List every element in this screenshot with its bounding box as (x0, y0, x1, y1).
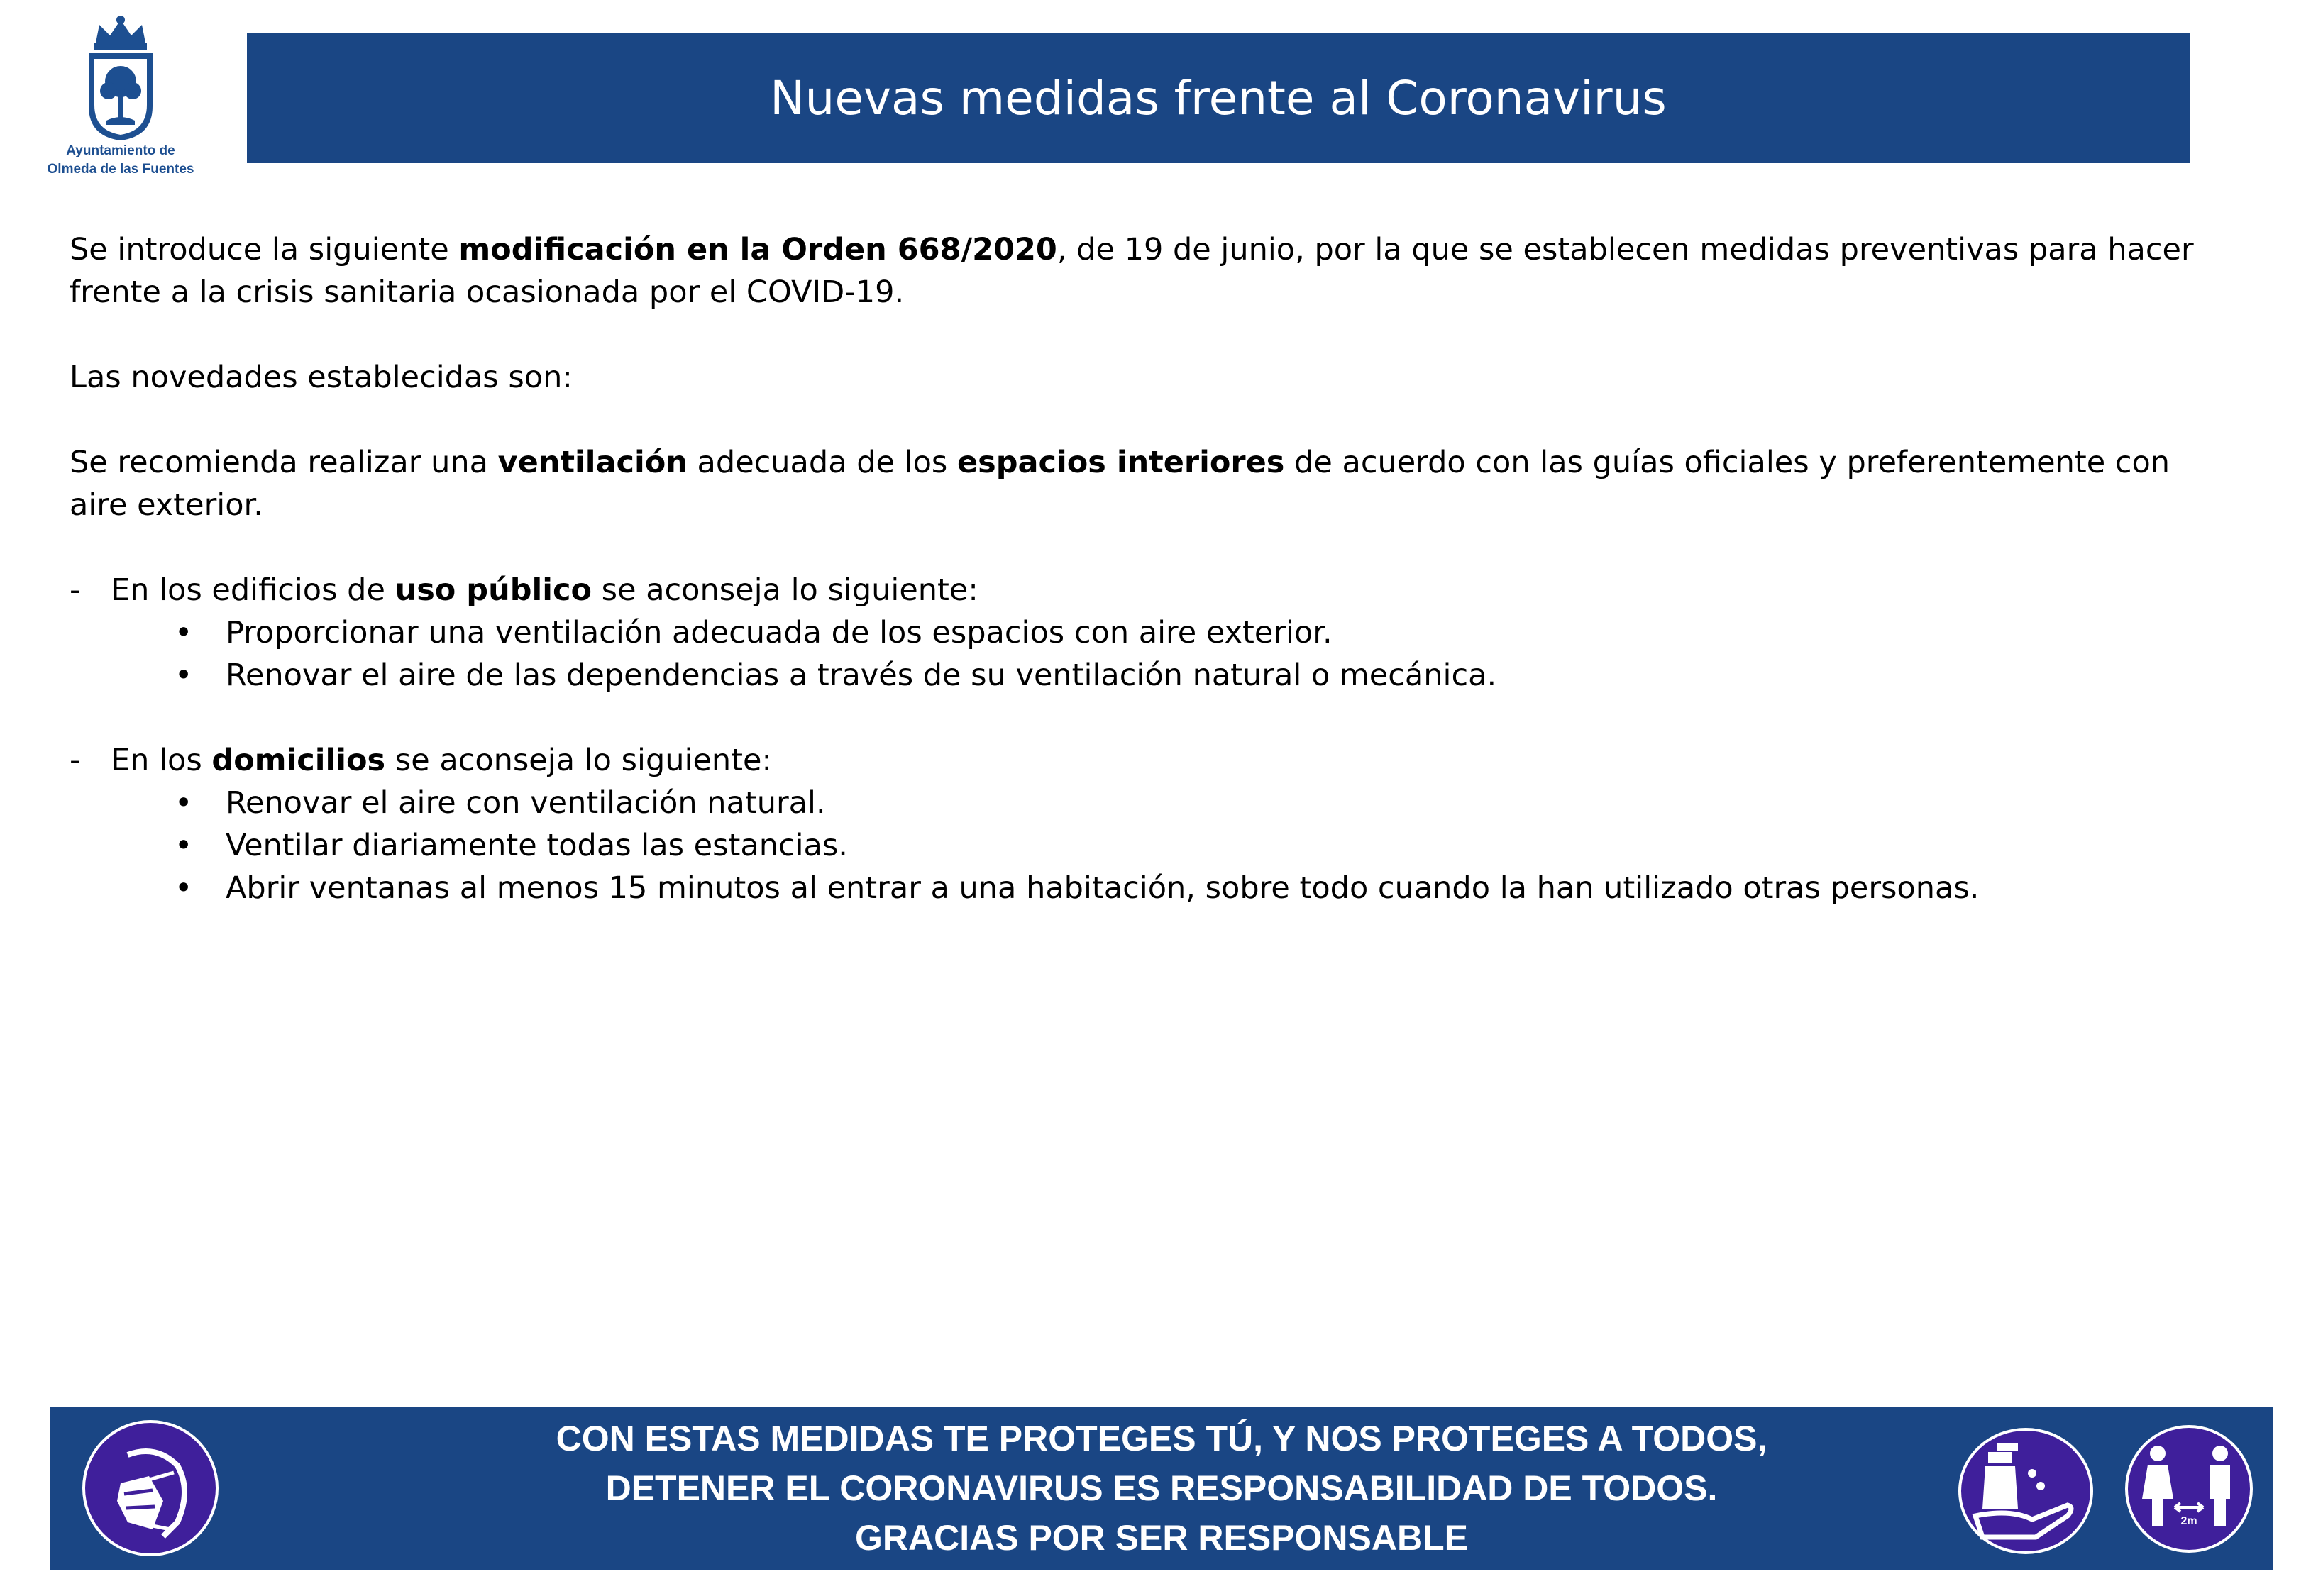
bullet-marker: • (175, 615, 193, 650)
recommend-paragraph (70, 441, 2227, 526)
bullet-marker: • (175, 828, 193, 863)
title-banner (247, 33, 2190, 163)
bullet-marker: • (175, 658, 193, 693)
bullet-marker: • (175, 870, 193, 906)
intro-bold: modificación en la Orden 668/2020 (458, 232, 1057, 267)
homes-bullet-list (70, 782, 2227, 909)
homes-item (70, 739, 2227, 782)
coat-of-arms-icon (82, 14, 160, 142)
recommend-bold-2: espacios interiores (956, 445, 1285, 480)
distance-label: 2m (2180, 1515, 2197, 1527)
public-buildings-item (70, 569, 2227, 611)
public-text-1: En los edificios de (111, 572, 395, 608)
list-item (70, 782, 2227, 824)
public-bold: uso público (395, 572, 592, 608)
intro-text-2: , de 19 de junio, por la que se establecen medidas preventivas para hacer frente a la crisis sanitaria ocasionada por el COVID-19. (70, 232, 2194, 310)
footer-line-3: GRACIAS POR SER RESPONSABLE (854, 1518, 1468, 1558)
list-item (70, 824, 2227, 867)
public-text-2: se aconseja lo siguiente: (592, 572, 978, 608)
intro-paragraph (70, 228, 2227, 314)
recommend-text-2: adecuada de los (687, 445, 957, 480)
list-item-text: Renovar el aire con ventilación natural. (226, 785, 826, 821)
page-title: Nuevas medidas frente al Coronavirus (770, 70, 1667, 126)
dash-marker: - (70, 572, 81, 608)
list-item-text: Proporcionar una ventilación adecuada de los espacios con aire exterior. (226, 615, 1333, 650)
footer-banner (50, 1407, 2273, 1570)
list-item (70, 867, 2227, 909)
footer-line-2: DETENER EL CORONAVIRUS ES RESPONSABILIDAD DE TODOS. (605, 1468, 1718, 1508)
homes-bold: domicilios (211, 743, 386, 778)
homes-text-2: se aconseja lo siguiente: (385, 743, 772, 778)
footer-line-1: CON ESTAS MEDIDAS TE PROTEGES TÚ, Y NOS PROTEGES A TODOS, (556, 1419, 1767, 1458)
dash-marker: - (70, 743, 81, 778)
intro-text-1: Se introduce la siguiente (70, 232, 459, 267)
list-item-text: Ventilar diariamente todas las estancias. (226, 828, 848, 863)
bullet-marker: • (175, 785, 193, 821)
logo-text-line-2: Olmeda de las Fuentes (47, 162, 194, 177)
social-distance-icon (2125, 1425, 2253, 1553)
municipal-logo (28, 14, 213, 192)
list-item-text: Abrir ventanas al menos 15 minutos al entrar a una habitación, sobre todo cuando la han utilizado otras personas. (226, 870, 1980, 906)
list-item-text: Renovar el aire de las dependencias a través de su ventilación natural o mecánica. (226, 658, 1497, 693)
recommend-bold-1: ventilación (497, 445, 688, 480)
public-bullet-list (70, 611, 2227, 697)
footer-message (50, 1414, 2273, 1563)
main-content (70, 228, 2227, 909)
list-item (70, 611, 2227, 654)
homes-text-1: En los (111, 743, 212, 778)
recommend-text-3: de acuerdo con las guías oficiales y preferentemente con aire exterior. (70, 445, 2170, 523)
logo-text-line-1: Ayuntamiento de (66, 143, 175, 158)
hand-sanitizer-icon (1958, 1428, 2093, 1554)
recommend-text-1: Se recomienda realizar una (70, 445, 498, 480)
list-item (70, 654, 2227, 697)
novedades-paragraph: Las novedades establecidas son: (70, 360, 573, 395)
